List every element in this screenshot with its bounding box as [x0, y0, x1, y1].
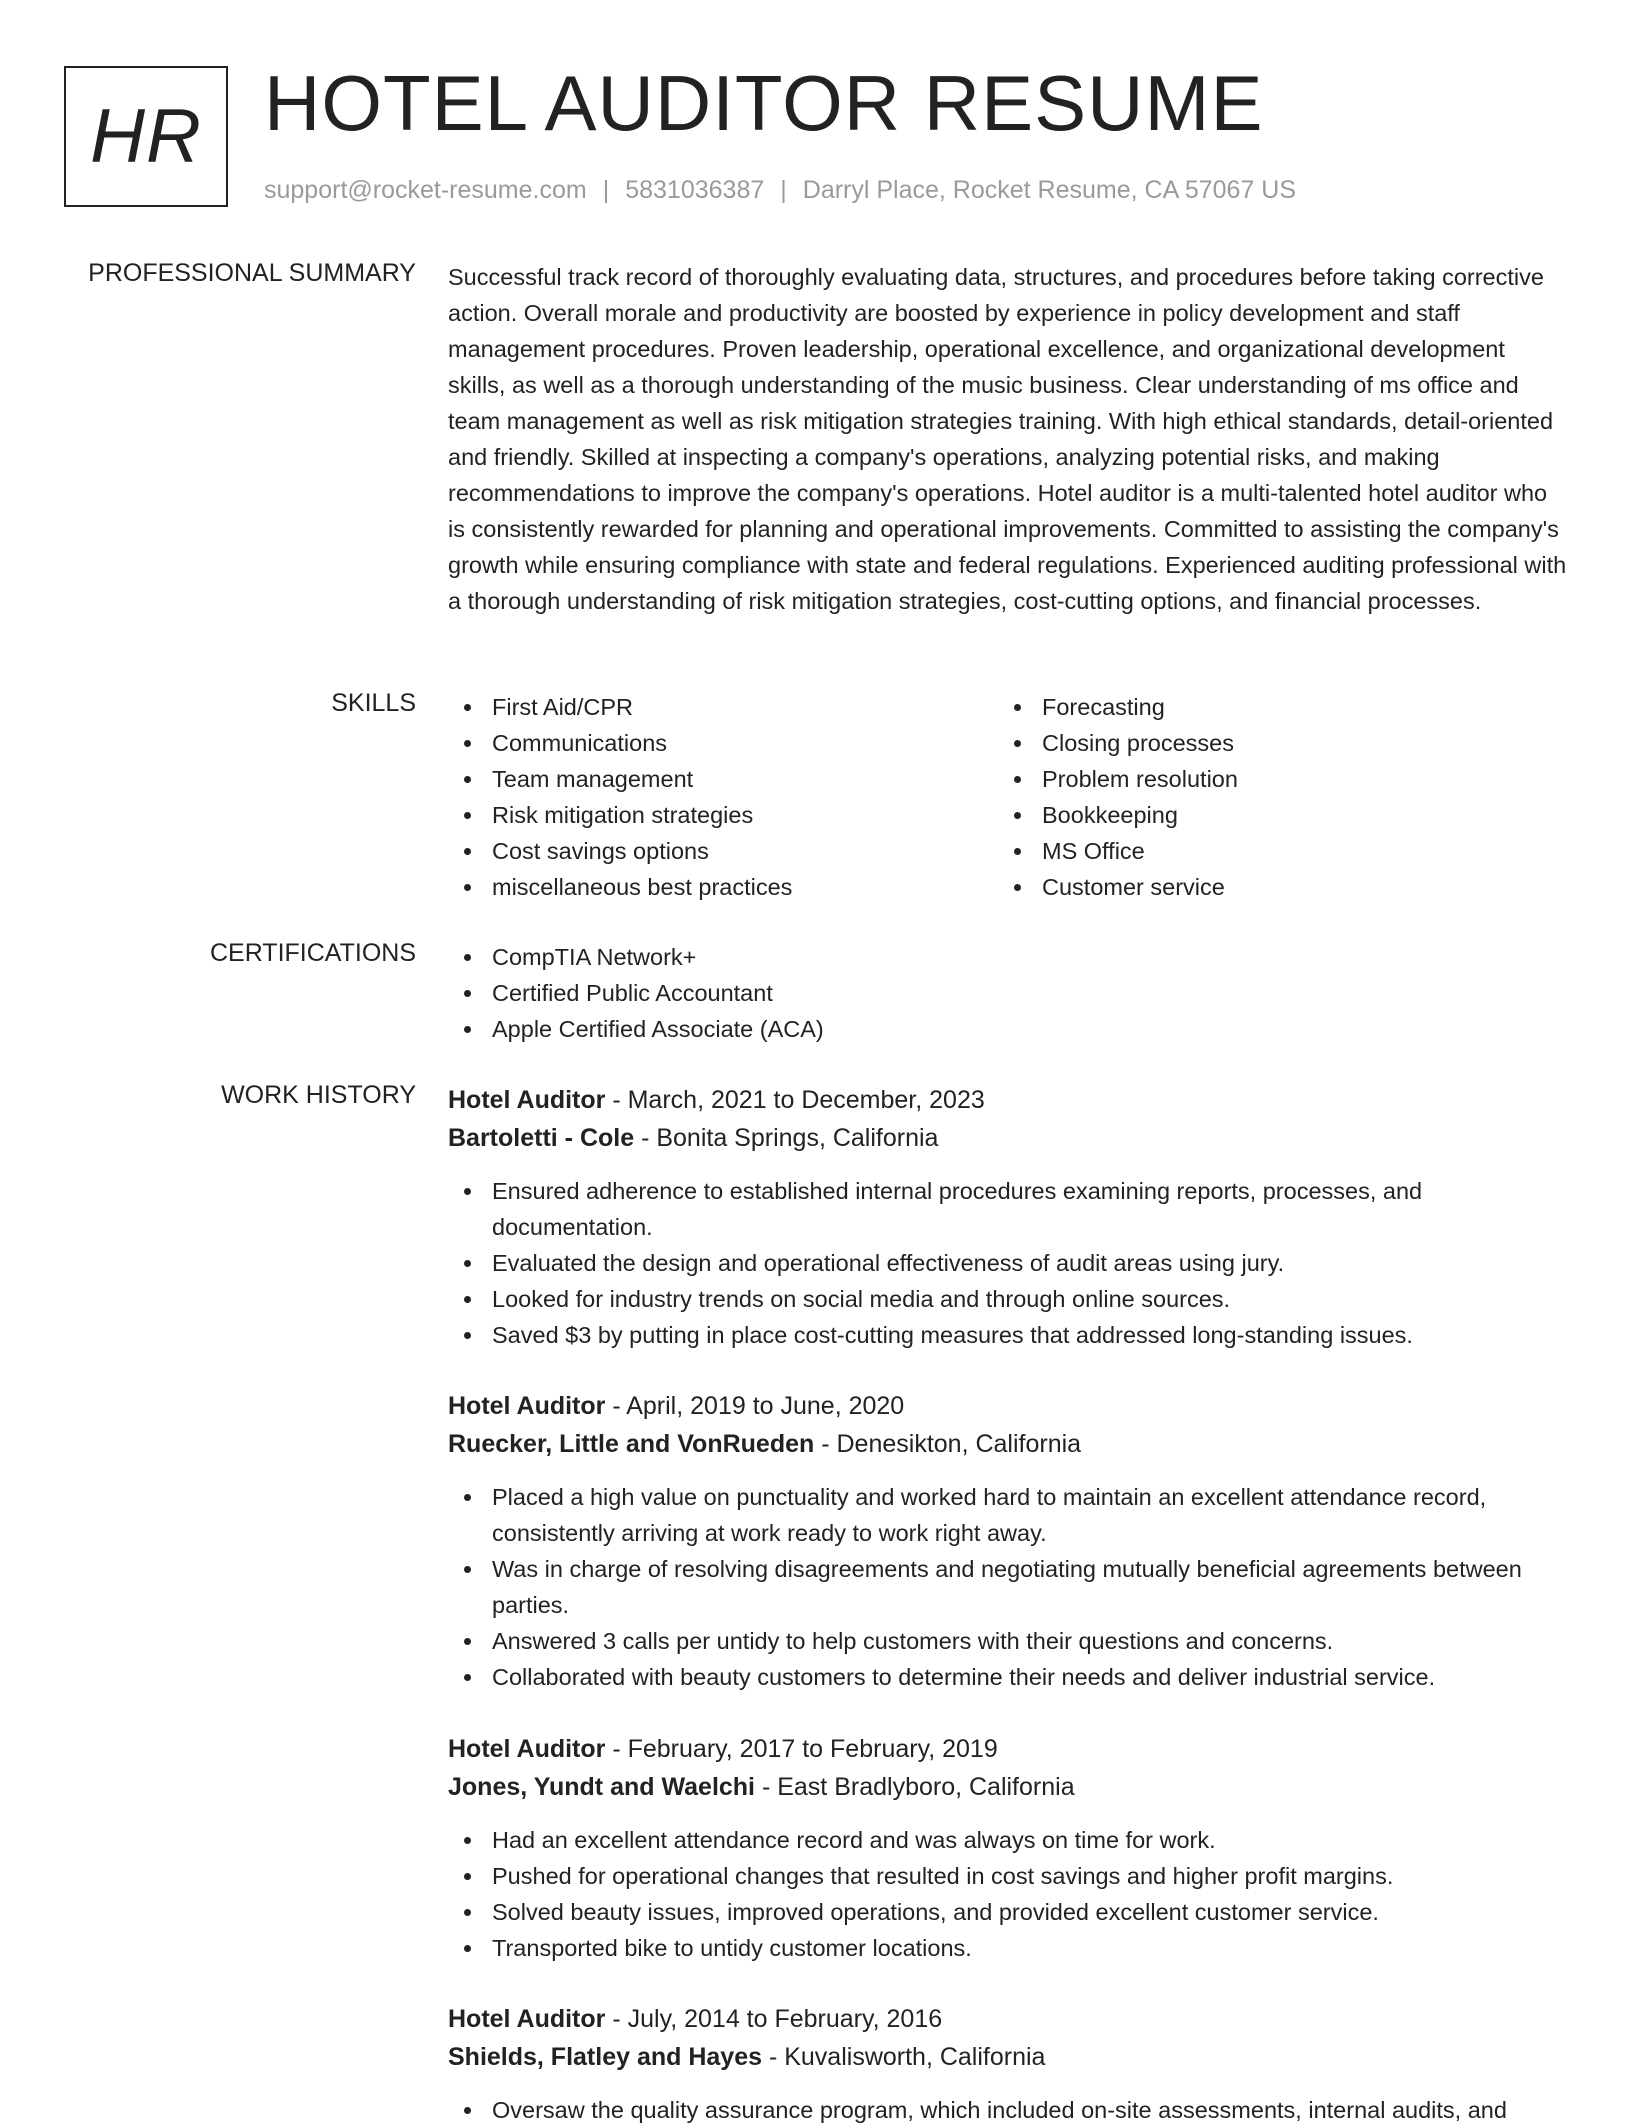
job-dates: - April, 2019 to June, 2020	[605, 1392, 905, 1420]
list-item: Certified Public Accountant	[448, 975, 1568, 1011]
work-history-body	[448, 1081, 1568, 2123]
job-dates: - February, 2017 to February, 2019	[605, 1735, 998, 1763]
job-dates: - March, 2021 to December, 2023	[605, 1086, 985, 1114]
list-item: Risk mitigation strategies	[448, 797, 998, 833]
certifications-list	[448, 939, 1568, 1047]
list-item: Oversaw the quality assurance program, which included on-site assessments, internal audits, and	[448, 2092, 1568, 2128]
contact-address: Darryl Place, Rocket Resume, CA 57067 US	[802, 176, 1297, 204]
job-bullets	[448, 1822, 1568, 1966]
job-title-line	[448, 2000, 1568, 2038]
list-item: First Aid/CPR	[448, 689, 998, 725]
list-item: Apple Certified Associate (ACA)	[448, 1011, 1568, 1047]
list-item: Problem resolution	[998, 761, 1548, 797]
job-bullets	[448, 1479, 1568, 1695]
contact-separator: |	[780, 176, 787, 204]
section-label: SKILLS	[331, 689, 416, 717]
contact-line	[264, 176, 1296, 205]
job-bullets	[448, 1173, 1568, 1353]
job-dates: - July, 2014 to February, 2016	[605, 2005, 943, 2033]
list-item: Collaborated with beauty customers to determine their needs and deliver industrial service.	[448, 1659, 1568, 1695]
summary-body	[448, 259, 1568, 619]
list-item: CompTIA Network+	[448, 939, 1568, 975]
job-title-line	[448, 1387, 1568, 1425]
job-title-line	[448, 1081, 1568, 1119]
summary-text: Successful track record of thoroughly evaluating data, structures, and procedures before taking corrective action. Overall morale and productivity are boosted by experience in policy development and staff management procedures. Proven leadership, operational excellence, and organizational development skills, as well as a thorough understanding of the music business. Clear understanding of ms office and team management as well as risk mitigation strategies training. With high ethical standards, detail-oriented and friendly. Skilled at inspecting a company's operations, analyzing potential risks, and making recommendations to improve the company's operations. Hotel auditor is a multi-talented hotel auditor who is consistently rewarded for planning and operational improvements. Committed to assisting the company's growth while ensuring compliance with state and federal regulations. Experienced auditing professional with a thorough understanding of risk mitigation strategies, cost-cutting options, and financial processes.	[448, 264, 1567, 614]
list-item: Ensured adherence to established internal procedures examining reports, processes, and documentation.	[448, 1173, 1568, 1245]
job-title-line	[448, 1730, 1568, 1768]
list-item: miscellaneous best practices	[448, 869, 998, 905]
list-item: Was in charge of resolving disagreements and negotiating mutually beneficial agreements between parties.	[448, 1551, 1568, 1623]
section-label: CERTIFICATIONS	[209, 939, 416, 967]
list-item: Forecasting	[998, 689, 1548, 725]
list-item: Answered 3 calls per untidy to help customers with their questions and concerns.	[448, 1623, 1568, 1659]
list-item: MS Office	[998, 833, 1548, 869]
skills-list-left	[448, 689, 998, 905]
list-item: Pushed for operational changes that resulted in cost savings and higher profit margins.	[448, 1858, 1568, 1894]
page-title: HOTEL AUDITOR RESUME	[264, 59, 1264, 147]
job-title: Hotel Auditor	[448, 2005, 606, 2033]
job-location: - Bonita Springs, California	[634, 1124, 939, 1152]
contact-phone[interactable]: 5831036387	[625, 176, 765, 204]
monogram-logo: HR	[64, 66, 228, 207]
list-item: Solved beauty issues, improved operations, and provided excellent customer service.	[448, 1894, 1568, 1930]
job-title: Hotel Auditor	[448, 1735, 606, 1763]
job-company-line	[448, 1119, 1568, 1157]
list-item: Bookkeeping	[998, 797, 1548, 833]
job-title: Hotel Auditor	[448, 1086, 606, 1114]
skills-body	[448, 689, 1568, 905]
list-item: Saved $3 by putting in place cost-cutting measures that addressed long-standing issues.	[448, 1317, 1568, 1353]
job-company: Jones, Yundt and Waelchi	[448, 1773, 756, 1801]
list-item: Placed a high value on punctuality and worked hard to maintain an excellent attendance record, consistently arriving at work ready to work right away.	[448, 1479, 1568, 1551]
job-location: - Kuvalisworth, California	[762, 2043, 1046, 2071]
job-title: Hotel Auditor	[448, 1392, 606, 1420]
section-label: WORK HISTORY	[221, 1081, 416, 1109]
list-item: Transported bike to untidy customer locations.	[448, 1930, 1568, 1966]
job-entry	[448, 1730, 1568, 1966]
list-item: Communications	[448, 725, 998, 761]
list-item: Had an excellent attendance record and was always on time for work.	[448, 1822, 1568, 1858]
job-company: Shields, Flatley and Hayes	[448, 2043, 763, 2071]
job-location: - Denesikton, California	[814, 1430, 1082, 1458]
job-company-line	[448, 2038, 1568, 2076]
job-entry	[448, 1387, 1568, 1695]
job-company-line	[448, 1425, 1568, 1463]
job-company: Bartoletti - Cole	[448, 1124, 635, 1152]
contact-email[interactable]: support@rocket-resume.com	[264, 176, 587, 204]
list-item: Team management	[448, 761, 998, 797]
skills-list-right	[998, 689, 1548, 905]
list-item: Evaluated the design and operational effectiveness of audit areas using jury.	[448, 1245, 1568, 1281]
list-item: Cost savings options	[448, 833, 998, 869]
list-item: Looked for industry trends on social media and through online sources.	[448, 1281, 1568, 1317]
list-item: Closing processes	[998, 725, 1548, 761]
certifications-body	[448, 939, 1568, 1047]
job-entry	[448, 2000, 1568, 2128]
contact-separator: |	[602, 176, 610, 204]
list-item: Customer service	[998, 869, 1548, 905]
job-bullets	[448, 2092, 1568, 2128]
job-company: Ruecker, Little and VonRueden	[448, 1430, 815, 1458]
job-location: - East Bradlyboro, California	[755, 1773, 1075, 1801]
job-company-line	[448, 1768, 1568, 1806]
section-label: PROFESSIONAL SUMMARY	[88, 259, 416, 287]
job-entry	[448, 1081, 1568, 1353]
